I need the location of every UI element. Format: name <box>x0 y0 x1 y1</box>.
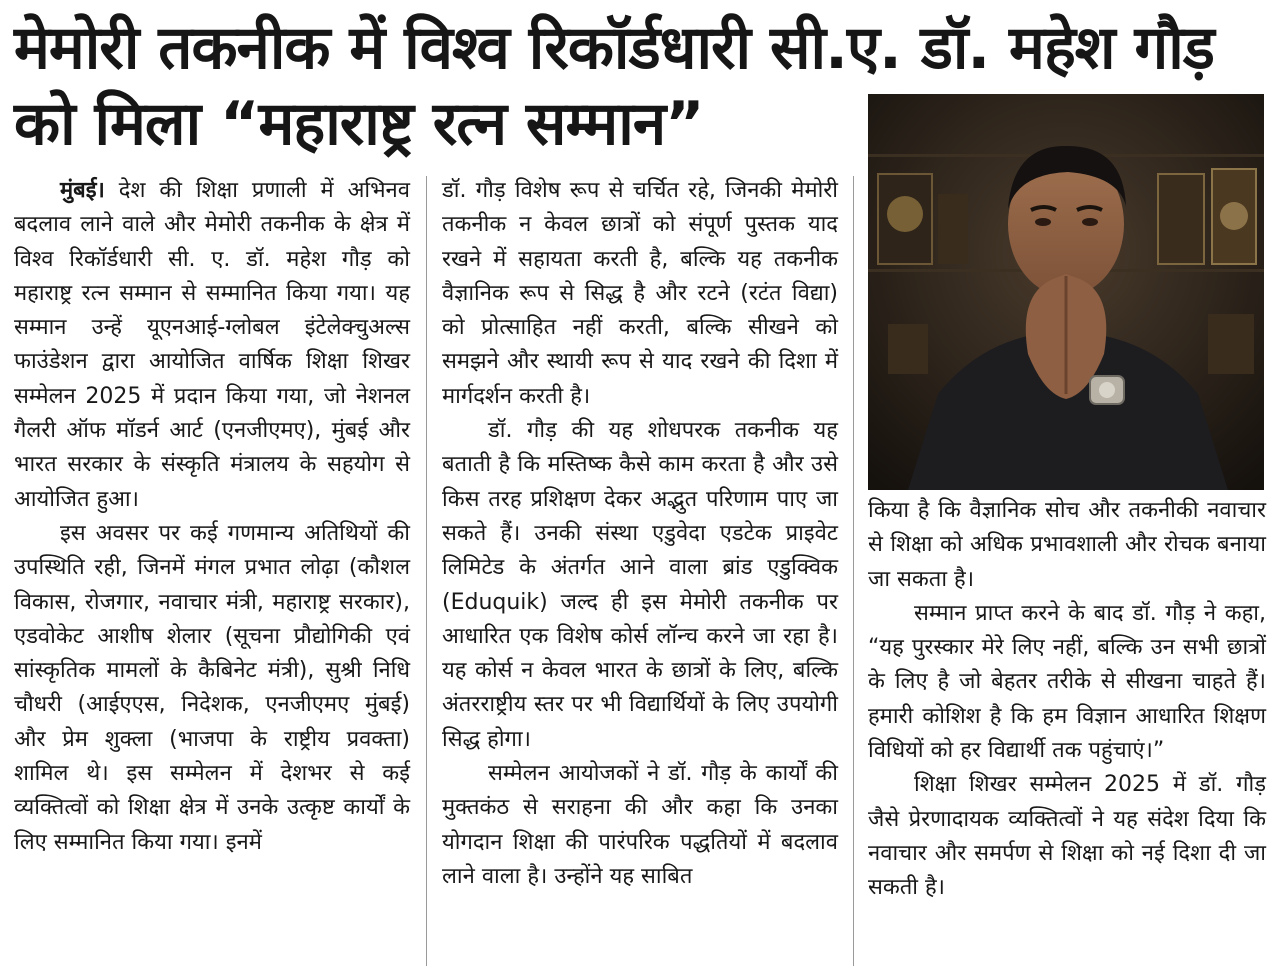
article-column-1 <box>14 174 410 860</box>
paragraph: शिक्षा शिखर सम्मेलन 2025 में डॉ. गौड़ जैसे प्रेरणादायक व्यक्तित्वों ने यह संदेश दिया कि नवाचार और समर्पण से शिक्षा को नई दिशा दी जा सकती है। <box>868 772 1266 901</box>
paragraph: इस अवसर पर कई गणमान्य अतिथियों की उपस्थिति रही, जिनमें मंगल प्रभात लोढ़ा (कौशल विकास, रोजगार, नवाचार मंत्री, महाराष्ट्र सरकार), एडवोकेट आशीष शेलार (सूचना प्रौद्योगिकी एवं सांस्कृतिक मामलों के कैबिनेट मंत्री), सुश्री निधि चौधरी (आईएएस, निदेशक, एनजीएमए मुंबई) और प्रेम शुक्ला (भाजपा के राष्ट्रीय प्रवक्ता) शामिल थे। इस सम्मेलन में देशभर से कई व्यक्तित्वों को शिक्षा क्षेत्र में उनके उत्कृष्ट कार्यों के लिए सम्मानित किया गया। इनमें <box>14 520 410 855</box>
column-divider <box>426 176 427 966</box>
headline-line-2: को मिला “महाराष्ट्र रत्न सम्मान” <box>14 89 704 159</box>
paragraph: डॉ. गौड़ की यह शोधपरक तकनीक यह बताती है कि मस्तिष्क कैसे काम करता है और उसे किस तरह प्रशिक्षण देकर अद्भुत परिणाम पाए जा सकते हैं। उनकी संस्था एडुवेदा एडटेक प्राइवेट लिमिटेड के अंतर्गत आने वाला ब्रांड एडुक्विक (Eduquik) जल्द ही इस मेमोरी तकनीक पर आधारित एक विशेष कोर्स लॉन्च करने जा रहा है। यह कोर्स न केवल भारत के छात्रों के लिए, बल्कि अंतरराष्ट्रीय स्तर पर भी विद्यार्थियों के लिए उपयोगी सिद्ध होगा। <box>442 418 838 752</box>
paragraph: डॉ. गौड़ विशेष रूप से चर्चित रहे, जिनकी मेमोरी तकनीक न केवल छात्रों को संपूर्ण पुस्तक याद रखने में सहायता करती है, बल्कि यह तकनीक वैज्ञानिक रूप से सिद्ध है और रटने (रटंत विद्या) को प्रोत्साहित नहीं करती, बल्कि सीखने को समझने और स्थायी रूप से याद रखने की दिशा में मार्गदर्शन करती है। <box>442 178 838 409</box>
portrait-photo <box>868 94 1264 490</box>
column-divider <box>853 176 854 966</box>
headline-line-1: मेमोरी तकनीक में विश्व रिकॉर्डधारी सी.ए. डॉ. महेश गौड़ <box>14 13 1214 83</box>
paragraph-text: देश की शिक्षा प्रणाली में अभिनव बदलाव लाने वाले और मेमोरी तकनीक के क्षेत्र में विश्व रिकॉर्डधारी सी. ए. डॉ. महेश गौड़ को महाराष्ट्र रत्न सम्मान से सम्मानित किया गया। यह सम्मान उन्हें यूएनआई-ग्लोबल इंटेलेक्चुअल्स फाउंडेशन द्वारा आयोजित वार्षिक शिक्षा शिखर सम्मेलन 2025 में प्रदान किया गया, जो नेशनल गैलरी ऑफ मॉडर्न आर्ट (एनजीएमए), मुंबई और भारत सरकार के संस्कृति मंत्रालय के सहयोग से आयोजित हुआ। <box>14 178 411 512</box>
paragraph: किया है कि वैज्ञानिक सोच और तकनीकी नवाचार से शिक्षा को अधिक प्रभावशाली और रोचक बनाया जा सकता है। <box>868 498 1266 592</box>
paragraph <box>14 174 410 517</box>
paragraph: सम्मेलन आयोजकों ने डॉ. गौड़ के कार्यों की मुक्तकंठ से सराहना की और कहा कि उनका योगदान शिक्षा की पारंपरिक पद्धतियों में बदलाव लाने वाला है। उन्होंने यह साबित <box>442 761 838 889</box>
article-column-3 <box>868 494 1266 906</box>
paragraph: सम्मान प्राप्त करने के बाद डॉ. गौड़ ने कहा, “यह पुरस्कार मेरे लिए नहीं, बल्कि उन सभी छात्रों के लिए है जो बेहतर तरीके से सीखना चाहते हैं। हमारी कोशिश है कि हम विज्ञान आधारित शिक्षण विधियों को हर विद्यार्थी तक पहुंचाएं।” <box>868 600 1266 764</box>
article-column-2 <box>442 174 838 894</box>
dateline: मुंबई। <box>60 178 105 203</box>
